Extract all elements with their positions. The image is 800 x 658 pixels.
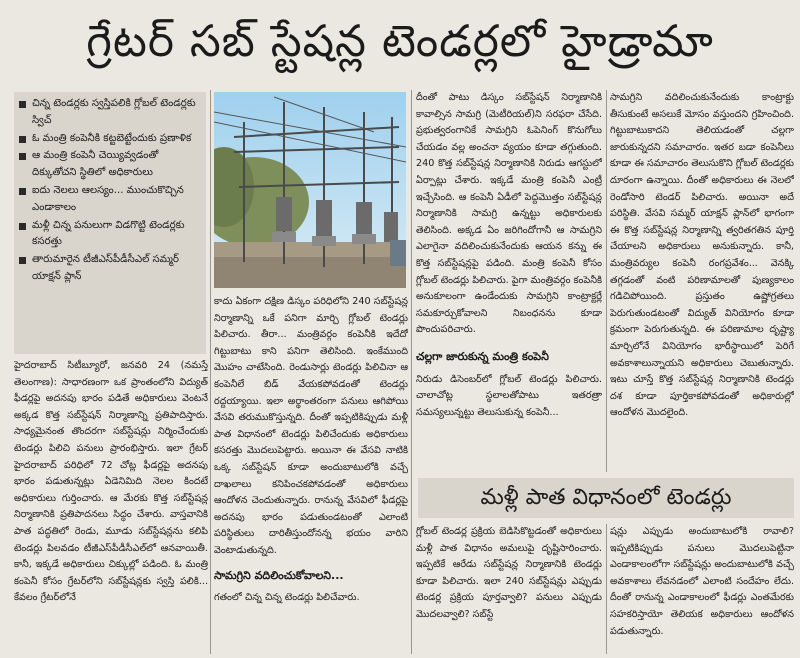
article-column-1 [14, 358, 208, 654]
article-paragraph: కాదు ఏకంగా దక్షిణ డిస్కం పరిధిలోని 240 సబ్‌స్టేషన్ల నిర్మాణాన్ని ఒకే పనిగా మార్చి గ్లోబల్ టెండర్లు పిలిచారు. తీరా... మంత్రివర్గం కంపెనీకి ఇదేదో గిట్టుబాటు కాని పనిగా తెలిసింది. ఇంకేముంది మొహం చాటేసింది. రెండుసార్లు టెండర్లు పిలిచినా ఆ కంపెనీలే బిడ్ వేయకపోవడంతో టెండర్లు రద్దయ్యాయి. ఇలా అర్థాంతరంగా పనులు ఆగిపోయి వేసవి తరుముకొస్తున్నది. దీంతో ఇప్పటికిప్పుడు మళ్లీ పాత విధానంలో టెండర్లు పిలిచేందుకు అధికారులు కసరత్తు మొదలుపెట్టారు. అయినా ఈ వేసవి నాటికి ఒక్క సబ్‌స్టేషన్ కూడా అందుబాటులోకి వచ్చే దాఖలాలు కనిపించకపోవడంతో అధికారులు ఆందోళన చెందుతున్నారు. రానున్న వేసవిలో ఫీడర్లపై అదనపు భారం పడుతుండటంతో ఎలాంటి పరిస్థితులు దారితీస్తుందోనన్న భయం వారిని వెంటాడుతున్నది. [214, 296, 408, 556]
article-paragraph: సామగ్రిని వదిలించుకునేందుకు కాంట్రాక్టు తీసుకుంటే అసలుకే మోసం వస్తుందని గ్రహించింది. గిట్టుబాటుకాదని తెలియడంతో చల్లగా జారుకున్నదని సమాచారం. ఇతర బడా కంపెనీలు కూడా ఈ సమాచారం తెలుసుకొని గ్లోబల్ టెండర్లకు దూరంగా ఉన్నాయి. దీంతో అధికారులు ఈ నెలలో రెండోసారి టెండర్ పిలిచారు. అయినా అదే పరిస్థితి. వేసవి సమ్మర్ యాక్షన్ ప్లాన్‌లో భాగంగా ఈ కొత్త సబ్‌స్టేషన్ల నిర్మాణాన్ని త్వరితగతిన పూర్తి చేయాలని అధికారులు అనుకున్నారు. కానీ, మంత్రివర్యుల కంపెనీ రంగప్రవేశం... వెనక్కి తగ్గడంతో వంటి పరిణామాలతో పుణ్యకాలం గడిచిపోయింది. ప్రస్తుతం ఉష్ణోగ్రతలు పెరుగుతుండటంతో విద్యుత్ వినియోగం కూడా క్రమంగా పెరుగుతున్నది. ఈ పరిణామాల దృష్ట్యా మార్చిలోనే వినియోగం భారీస్థాయిలో పెరిగే అవకాశాలున్నాయని అధికారులు చెబుతున్నారు. ఇటు చూస్తే కొత్త సబ్‌స్టేషన్ల నిర్మాణానికి టెండర్లు దశ కూడా పూర్తికాకపోవడంతో అధికారుల్లో ఆందోళన మొదలైంది. [610, 92, 794, 419]
section-title: మళ్లీ పాత విధానంలో టెండర్లు [418, 478, 794, 518]
article-paragraph: గ్లోబల్ టెండర్ల ప్రక్రియ బెడిసికొట్టడంతో అధికారులు మళ్లీ పాత విధానం అమలుపై దృష్టిసారించారు. ఇప్పటికే ఆరేడు సబ్‌స్టేషన్ల నిర్మాణానికి టెండర్లు కూడా పిలిచారు. ఇలా 240 సబ్‌స్టేషన్లు ఎప్పుడు టెండర్ల ప్రక్రియ పూర్తవ్వాలి? పనులు ఎప్పుడు మొదలవ్వాలి? సబ్‌స్టే [416, 526, 602, 620]
highlight-item: ఓ మంత్రి కంపెనీకి కట్టబెట్టేందుకు ప్రణాళిక [18, 131, 202, 148]
highlight-item: ఐదు నెలలు ఆలస్యం... ముంచుకొచ్చిన ఎండాకాలం [18, 183, 202, 217]
column-divider [210, 90, 211, 654]
article-paragraph: షన్లు ఎప్పుడు అందుబాటులోకి రావాలి? ఇప్పటికిప్పుడు పనులు మొదలుపెట్టినా ఎండాకాలంలోగా సబ్‌స్టేషన్లు అందుబాటులోకి వచ్చే అవకాశాలు లేవనడంలో ఎలాంటి సందేహం లేదు. దీంతో రానున్న ఎండాకాలంలో ఫీడర్లు ఎంతమేరకు సహకరిస్తాయో తెలియక అధికారులు ఆందోళన పడుతున్నారు. [610, 526, 794, 637]
highlight-item: తారుమారైన టీజీఎస్‌పీడీసీఎల్ సమ్మర్ యాక్షన్ ప్లాన్ [18, 252, 202, 286]
highlight-item: మళ్లీ చిన్న పనులుగా విడగొట్టి టెండర్లకు కసరత్తు [18, 218, 202, 252]
page-title: గ్రేటర్ సబ్ స్టేషన్ల టెండర్లలో హైడ్రామా [86, 16, 714, 67]
subhead: సామగ్రిని వదిలించుకోవాలని... [214, 568, 344, 582]
highlights-box [14, 92, 206, 354]
article-column-4 [610, 90, 794, 472]
article-column-3 [416, 90, 602, 472]
article-paragraph: గతంలో చిన్న చిన్న టెండర్లు పిలిచేవారు. [214, 592, 360, 604]
highlight-item: చిన్న టెండర్లకు స్వస్తిపలికి గ్లోబల్ టెండర్లకు స్విచ్ [18, 96, 202, 130]
highlight-item: ఆ మంత్రి కంపెనీ చెయ్యివ్వడంతో దిక్కుతోచని స్థితిలో అధికారులు [18, 148, 202, 182]
article-column-4-lower [610, 524, 794, 654]
column-divider [606, 90, 607, 472]
article-paragraph: నిరుడు డిసెంబర్‌లో గ్లోబల్ టెండర్లు పిలిచారు. చాలాచోట్ల స్థలాలతోపాటు ఇతరత్రా సమస్యలున్నట్టు తెలుసుకున్న కంపెనీ... [416, 373, 602, 418]
article-paragraph: దీంతో పాటు డిస్కం సబ్‌స్టేషన్ నిర్మాణానికి కావాల్సిన సామగ్రి (మెటీరియల్)ని సరఫరా చేసేది. ప్రభుత్వరంగానికే సామగ్రిని ఓపెనింగ్ కొనుగోలు చేయడం వల్ల అంచనా వ్యయం కూడా తగ్గుతుంది. 240 కొత్త సబ్‌స్టేషన్ల నిర్మాణానికి నిరుడు ఆగస్టులో ఏర్పాట్లు చేశారు. ఇక్కడే మంత్రి కంపెనీ ఎంట్రీ ఇచ్చేసింది. ఆ కంపెనీ ఏడీలో పెద్దమొత్తం సబ్‌స్టేషన్ల నిర్మాణానికి సామగ్రి ఉన్నట్టు అధికారులకు తెలిసింది. అక్కడ ఏం జరిగిందోగానీ ఆ సామగ్రిని ఎలాగైనా వదిలించుకునేందుకు ఆయన కన్ను ఈ కొత్త సబ్‌స్టేషన్లపై పడింది. మంత్రి కంపెనీ కోసం గ్లోబల్ టెండర్లు పిలిచారు. పైగా మంత్రివర్గం కంపెనీకి అనుకూలంగా ఉండేందుకు సామగ్రిని కాంట్రాక్టర్లే సమకూర్చుకోవాలని నిబంధనను కూడా పొందుపరిచారు. [416, 92, 602, 336]
article-paragraph: హైదరాబాద్ సిటీబ్యూరో, జనవరి 24 (నమస్తే తెలంగాణ): సాధారణంగా ఒక ప్రాంతంలోని విద్యుత్ ఫీడర్లపై అదనపు భారం పడితే అధికారులు వెంటనే అక్కడ కొత్త సబ్‌స్టేషన్ నిర్మాణాన్ని ప్రతిపాదిస్తారు. సాధ్యమైనంత తొందరగా సబ్‌స్టేషన్లు నిర్మించేందుకు టెండర్లు పిలిచి పనులు ప్రారంభిస్తారు. ఇలా గ్రేటర్ హైదరాబాద్ పరిధిలో 72 చోట్ల ఫీడర్లపై అదనపు భారం పడుతున్నట్లు ఏడెనిమిది నెలల కిందటే అధికారులు గుర్తించారు. ఆ మేరకు కొత్త సబ్‌స్టేషన్ల నిర్మాణానికి ప్రతిపాదనలు సిద్ధం చేశారు. వాస్తవానికి పాత పద్ధతిలో రెండు, మూడు సబ్‌స్టేషన్లను కలిపి టెండర్లు పిలవడం టీజీఎస్‌పీడీసీఎల్‌లో ఆనవాయితీ. కానీ, ఇక్కడే అధికారులు చిక్కుల్లో పడింది. ఓ మంత్రి కంపెనీ కోసం గ్రేటర్‌లోని సబ్‌స్టేషన్లకు స్వస్తి పలికి... కేవలం గ్రేటర్‌లోనే [14, 360, 208, 604]
article-column-2 [214, 294, 408, 654]
substation-photo [214, 92, 406, 288]
column-divider [606, 524, 607, 654]
article-column-3-lower [416, 524, 602, 654]
subhead: చల్లగా జారుకున్న మంత్రి కంపెనీ [416, 349, 549, 363]
column-divider [411, 90, 412, 654]
